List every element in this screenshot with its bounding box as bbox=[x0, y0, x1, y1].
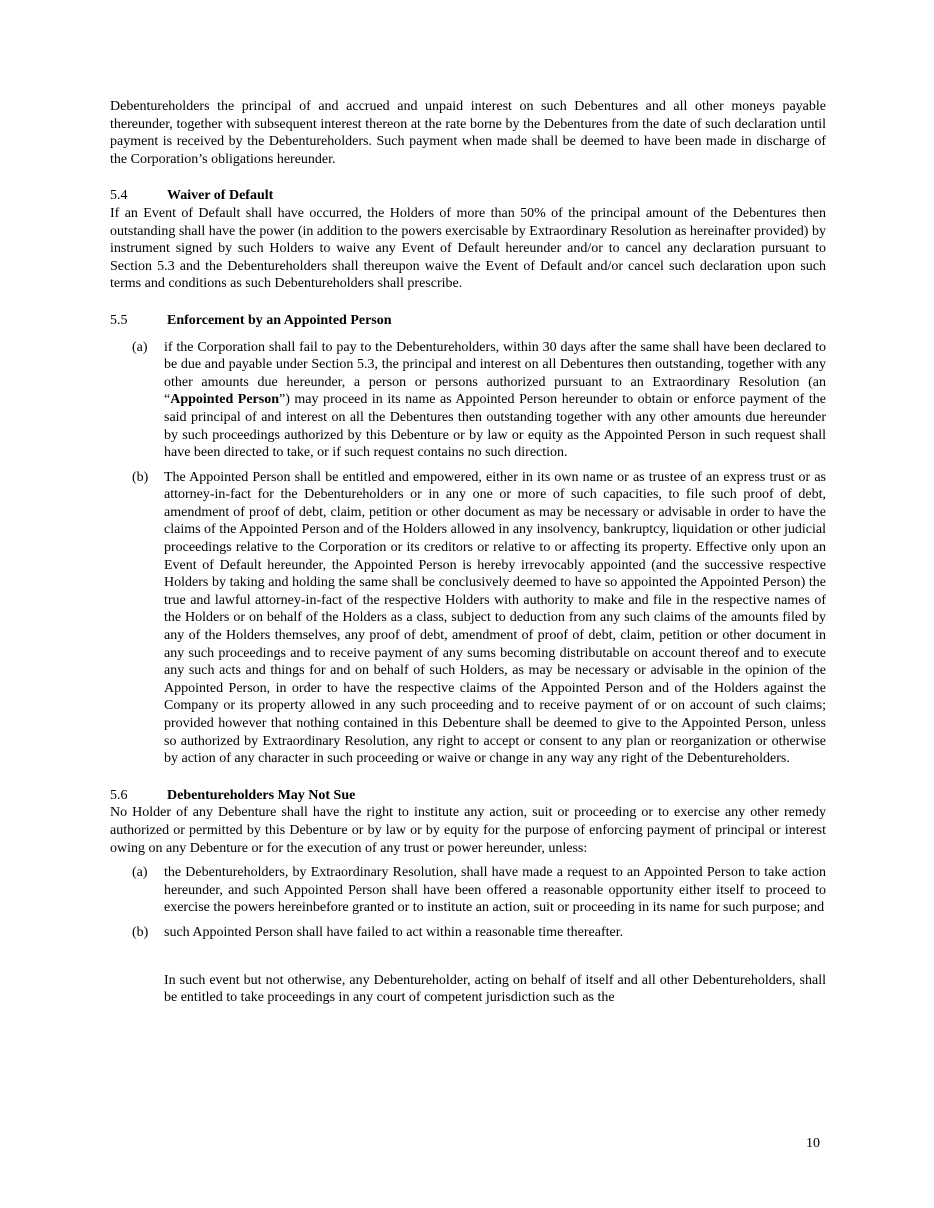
section-title: Enforcement by an Appointed Person bbox=[167, 312, 392, 328]
list-item bbox=[132, 469, 826, 768]
item-label: (a) bbox=[132, 865, 148, 881]
item-text-part: if the Corporation shall fail to pay to the Debentureholders, within 30 days after the same shall have been declared to be due and payable under Section 5.3, the principal and interest on all Debentures then outstanding, together with any other amounts due hereunder, a person or persons authorized pursuant to an Extraordinary Resolution (an “ bbox=[164, 339, 826, 408]
section-5-4 bbox=[110, 187, 826, 293]
item-label: (a) bbox=[132, 339, 148, 355]
item-text: such Appointed Person shall have failed to act within a reasonable time thereafter. bbox=[164, 924, 624, 940]
section-heading bbox=[110, 187, 826, 205]
list-item bbox=[132, 339, 826, 462]
list-item bbox=[132, 864, 826, 917]
section-title: Waiver of Default bbox=[167, 188, 274, 204]
section-number: 5.6 bbox=[110, 787, 128, 803]
page-number: 10 bbox=[806, 1136, 820, 1151]
section-number: 5.5 bbox=[110, 312, 128, 328]
item-text: The Appointed Person shall be entitled and empowered, either in its own name or as trustee of an express trust or as attorney-in-fact for the Debentureholders or in any one or more of such capacities, to file such proof of debt, amendment of proof of debt, claim, petition or other document as may be necessary or advisable in order to have the claims of the Appointed Person and of the Holders allowed in any insolvency, bankruptcy, liquidation or other judicial proceedings relative to the Corporation or its creditors or relative to or affecting its property. Effective only upon an Event of Default hereunder, the Appointed Person is hereby irrevocably appointed (and the successive respective Holders by taking and holding the same shall be conclusively deemed to have so appointed the Appointed Person) the true and lawful attorney-in-fact of the respective Holders with authority to make and file in the respective names of the Holders or on behalf of the Holders as a class, subject to deduction from any such claims of the amounts filed by any of the Holders themselves, any proof of debt, amendment of proof of debt, claim, petition or other document in any such proceedings and to receive payment of any sums becoming distributable on account thereof and to execute any such acts and things for and on behalf of such Holders, as may be necessary or advisable in the opinion of the Appointed Person, in order to have the respective claims of the Appointed Person and of the Holders against the Company or its property allowed in any such proceeding and to receive payment of or on account of such claims; provided however that nothing contained in this Debenture shall be deemed to give to the Appointed Person, unless so authorized by Extraordinary Resolution, any right to accept or consent to any plan or reorganization or otherwise by action of any character in such proceeding or waive or change in any way any right of the Debentureholders. bbox=[164, 469, 826, 767]
section-5-5 bbox=[110, 312, 826, 768]
item-label: (b) bbox=[132, 924, 149, 940]
section-5-6 bbox=[110, 787, 826, 1007]
intro-paragraph: Debentureholders the principal of and accrued and unpaid interest on such Debentures and all other moneys payable thereunder, together with subsequent interest thereon at the rate borne by the Debentures from the date of such declaration until payment is received by the Debentureholders. Such payment when made shall be deemed to have been made in discharge of the Corporation’s obligations hereunder. bbox=[110, 99, 826, 167]
item-text-part: ”) may proceed in its name as Appointed Person hereunder to obtain or enforce payment of the said principal of and interest on all the Debentures then outstanding together with any other amounts due hereunder by such proceedings authorized by this Debenture or by law or equity as the Appointed Person in such request shall have been directed to take, or if such request contains no such direction. bbox=[164, 392, 826, 461]
defined-term: Appointed Person bbox=[170, 392, 279, 408]
section-heading bbox=[110, 787, 826, 805]
item-label: (b) bbox=[132, 469, 149, 485]
document-page bbox=[110, 98, 826, 1007]
list-item bbox=[132, 924, 826, 942]
closing-paragraph: In such event but not otherwise, any Debentureholder, acting on behalf of itself and all other Debentureholders, shall be entitled to take proceedings in any court of competent jurisdiction such as the bbox=[164, 972, 826, 1006]
item-text: the Debentureholders, by Extraordinary Resolution, shall have made a request to an Appointed Person to take action hereunder, and such Appointed Person shall have been offered a reasonable opportunity either itself to proceed to exercise the powers hereinbefore granted or to institute an action, suit or proceeding in its name for such purpose; and bbox=[164, 865, 826, 916]
item-text bbox=[164, 339, 826, 462]
section-body: No Holder of any Debenture shall have the right to institute any action, suit or proceeding or to exercise any other remedy authorized or permitted by this Debenture or by law or by equity for the purpose of enforcing payment of principal or interest owing on any Debenture or for the execution of any trust or power hereunder, unless: bbox=[110, 805, 826, 856]
section-title: Debentureholders May Not Sue bbox=[167, 787, 356, 803]
section-heading bbox=[110, 312, 826, 330]
section-number: 5.4 bbox=[110, 188, 128, 204]
section-body: If an Event of Default shall have occurred, the Holders of more than 50% of the principal amount of the Debentures then outstanding shall have the power (in addition to the powers exercisable by Extraordinary Resolution as hereinafter provided) by instrument signed by such Holders to waive any Event of Default hereunder and/or to cancel any declaration pursuant to Section 5.3 and the Debentureholders shall thereupon waive the Event of Default and/or cancel such declaration upon such terms and conditions as such Debentureholders shall prescribe. bbox=[110, 205, 826, 292]
